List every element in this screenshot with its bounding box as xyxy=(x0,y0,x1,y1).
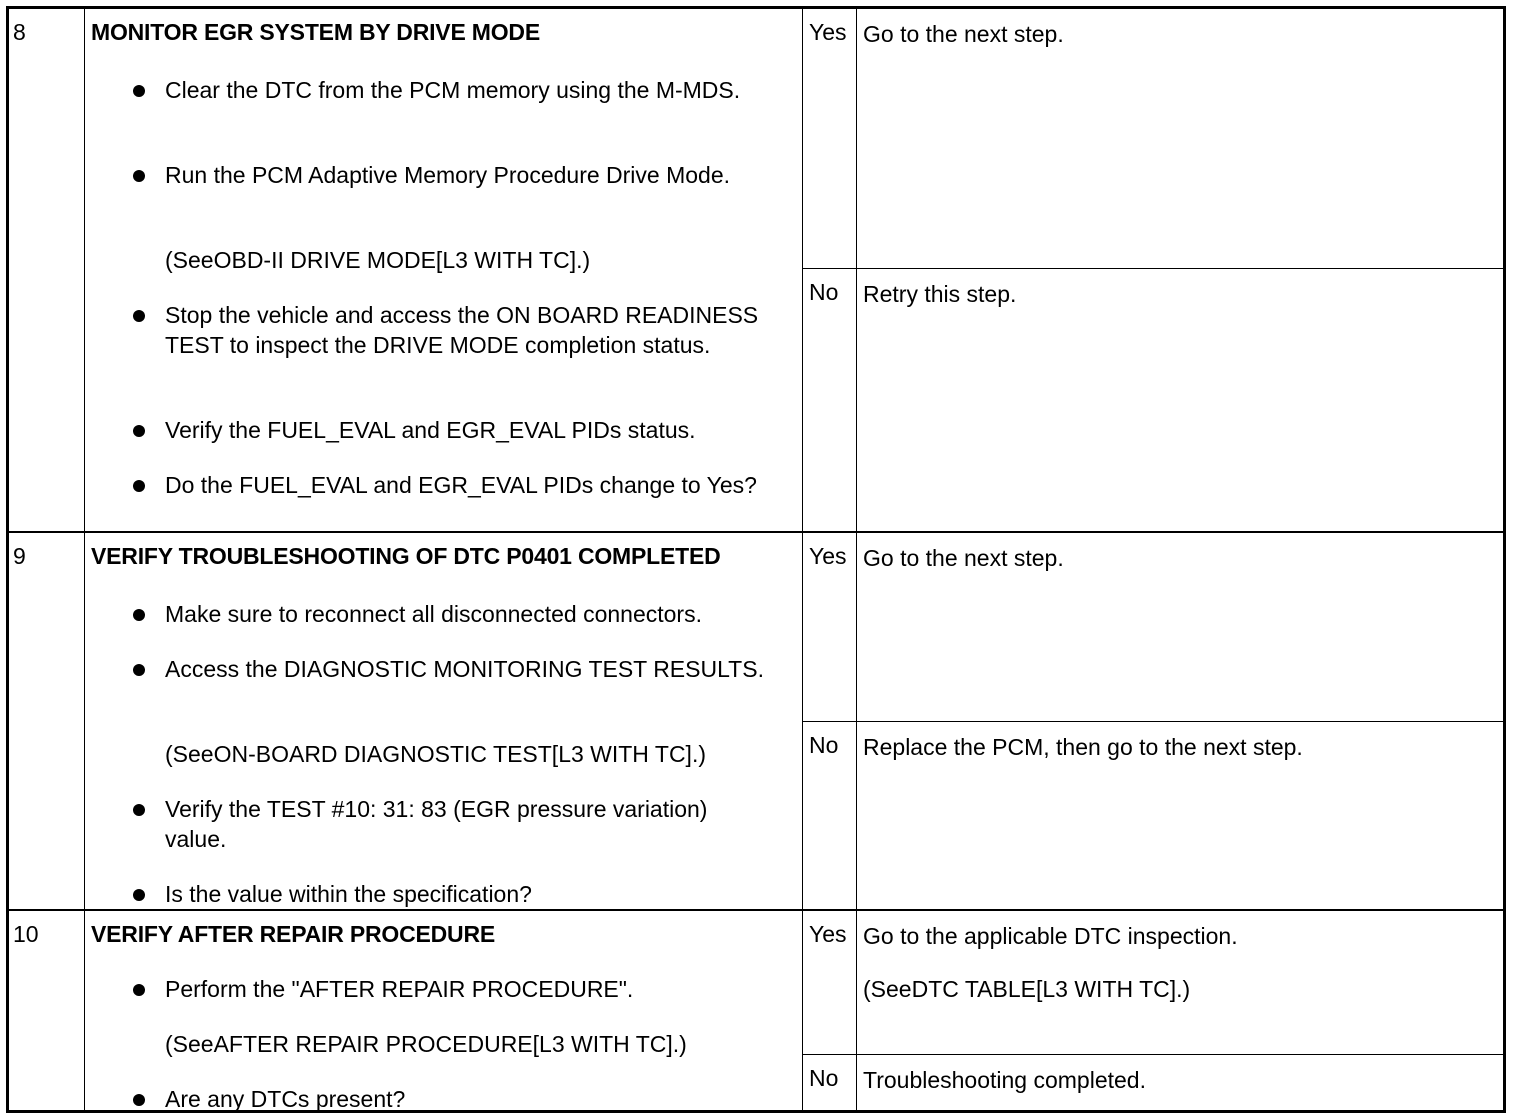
action-cell xyxy=(85,9,803,531)
yes-label: Yes xyxy=(809,921,847,947)
list-item: Do the FUEL_EVAL and EGR_EVAL PIDs change to Yes? xyxy=(135,470,775,500)
step-title: MONITOR EGR SYSTEM BY DRIVE MODE xyxy=(91,19,540,45)
yes-result xyxy=(803,911,1503,1054)
list-item: Is the value within the specification? xyxy=(135,879,775,909)
table-row-step-9 xyxy=(9,531,1503,909)
result-cell xyxy=(803,9,1503,531)
table-row-step-8 xyxy=(9,9,1503,531)
yes-reference-note: (SeeDTC TABLE[L3 WITH TC].) xyxy=(863,976,1191,1002)
step-number: 10 xyxy=(13,921,39,947)
yes-result xyxy=(803,9,1503,268)
no-result xyxy=(803,721,1503,909)
no-label: No xyxy=(809,1065,839,1091)
result-cell xyxy=(803,911,1503,1110)
list-item: Are any DTCs present? xyxy=(135,1084,775,1114)
yes-result xyxy=(803,533,1503,721)
reference-note: (SeeON-BOARD DIAGNOSTIC TEST[L3 WITH TC].) xyxy=(165,741,706,767)
result-cell xyxy=(803,533,1503,909)
yes-action: Go to the applicable DTC inspection. xyxy=(863,923,1238,949)
step-number-cell xyxy=(9,533,85,909)
no-label: No xyxy=(809,279,839,305)
diagnostic-procedure-table xyxy=(6,6,1506,1113)
step-title: VERIFY TROUBLESHOOTING OF DTC P0401 COMPLETED xyxy=(91,543,721,569)
no-action: Troubleshooting completed. xyxy=(863,1067,1146,1093)
no-action: Retry this step. xyxy=(863,281,1017,307)
yes-label: Yes xyxy=(809,543,847,569)
no-label: No xyxy=(809,732,839,758)
step-number: 9 xyxy=(13,543,26,569)
list-item: Clear the DTC from the PCM memory using the M-MDS. xyxy=(135,75,775,105)
step-number-cell xyxy=(9,911,85,1110)
step-number-cell xyxy=(9,9,85,531)
action-cell xyxy=(85,533,803,909)
list-item: Run the PCM Adaptive Memory Procedure Drive Mode. xyxy=(135,160,775,190)
yes-label: Yes xyxy=(809,19,847,45)
list-item: Access the DIAGNOSTIC MONITORING TEST RESULTS. xyxy=(135,654,775,684)
action-cell xyxy=(85,911,803,1110)
table-row-step-10 xyxy=(9,909,1503,1110)
reference-note: (SeeAFTER REPAIR PROCEDURE[L3 WITH TC].) xyxy=(165,1031,687,1057)
no-action: Replace the PCM, then go to the next step. xyxy=(863,734,1303,760)
list-item: Verify the TEST #10: 31: 83 (EGR pressure variation) value. xyxy=(135,794,775,854)
list-item: Make sure to reconnect all disconnected connectors. xyxy=(135,599,775,629)
no-result xyxy=(803,1054,1503,1110)
step-title: VERIFY AFTER REPAIR PROCEDURE xyxy=(91,921,495,947)
list-item: Stop the vehicle and access the ON BOARD READINESS TEST to inspect the DRIVE MODE completion status. xyxy=(135,300,775,360)
no-result xyxy=(803,268,1503,531)
list-item: Perform the "AFTER REPAIR PROCEDURE". xyxy=(135,974,775,1004)
step-number: 8 xyxy=(13,19,26,45)
reference-note: (SeeOBD-II DRIVE MODE[L3 WITH TC].) xyxy=(165,247,591,273)
list-item: Verify the FUEL_EVAL and EGR_EVAL PIDs status. xyxy=(135,415,775,445)
yes-action: Go to the next step. xyxy=(863,21,1064,47)
yes-action: Go to the next step. xyxy=(863,545,1064,571)
